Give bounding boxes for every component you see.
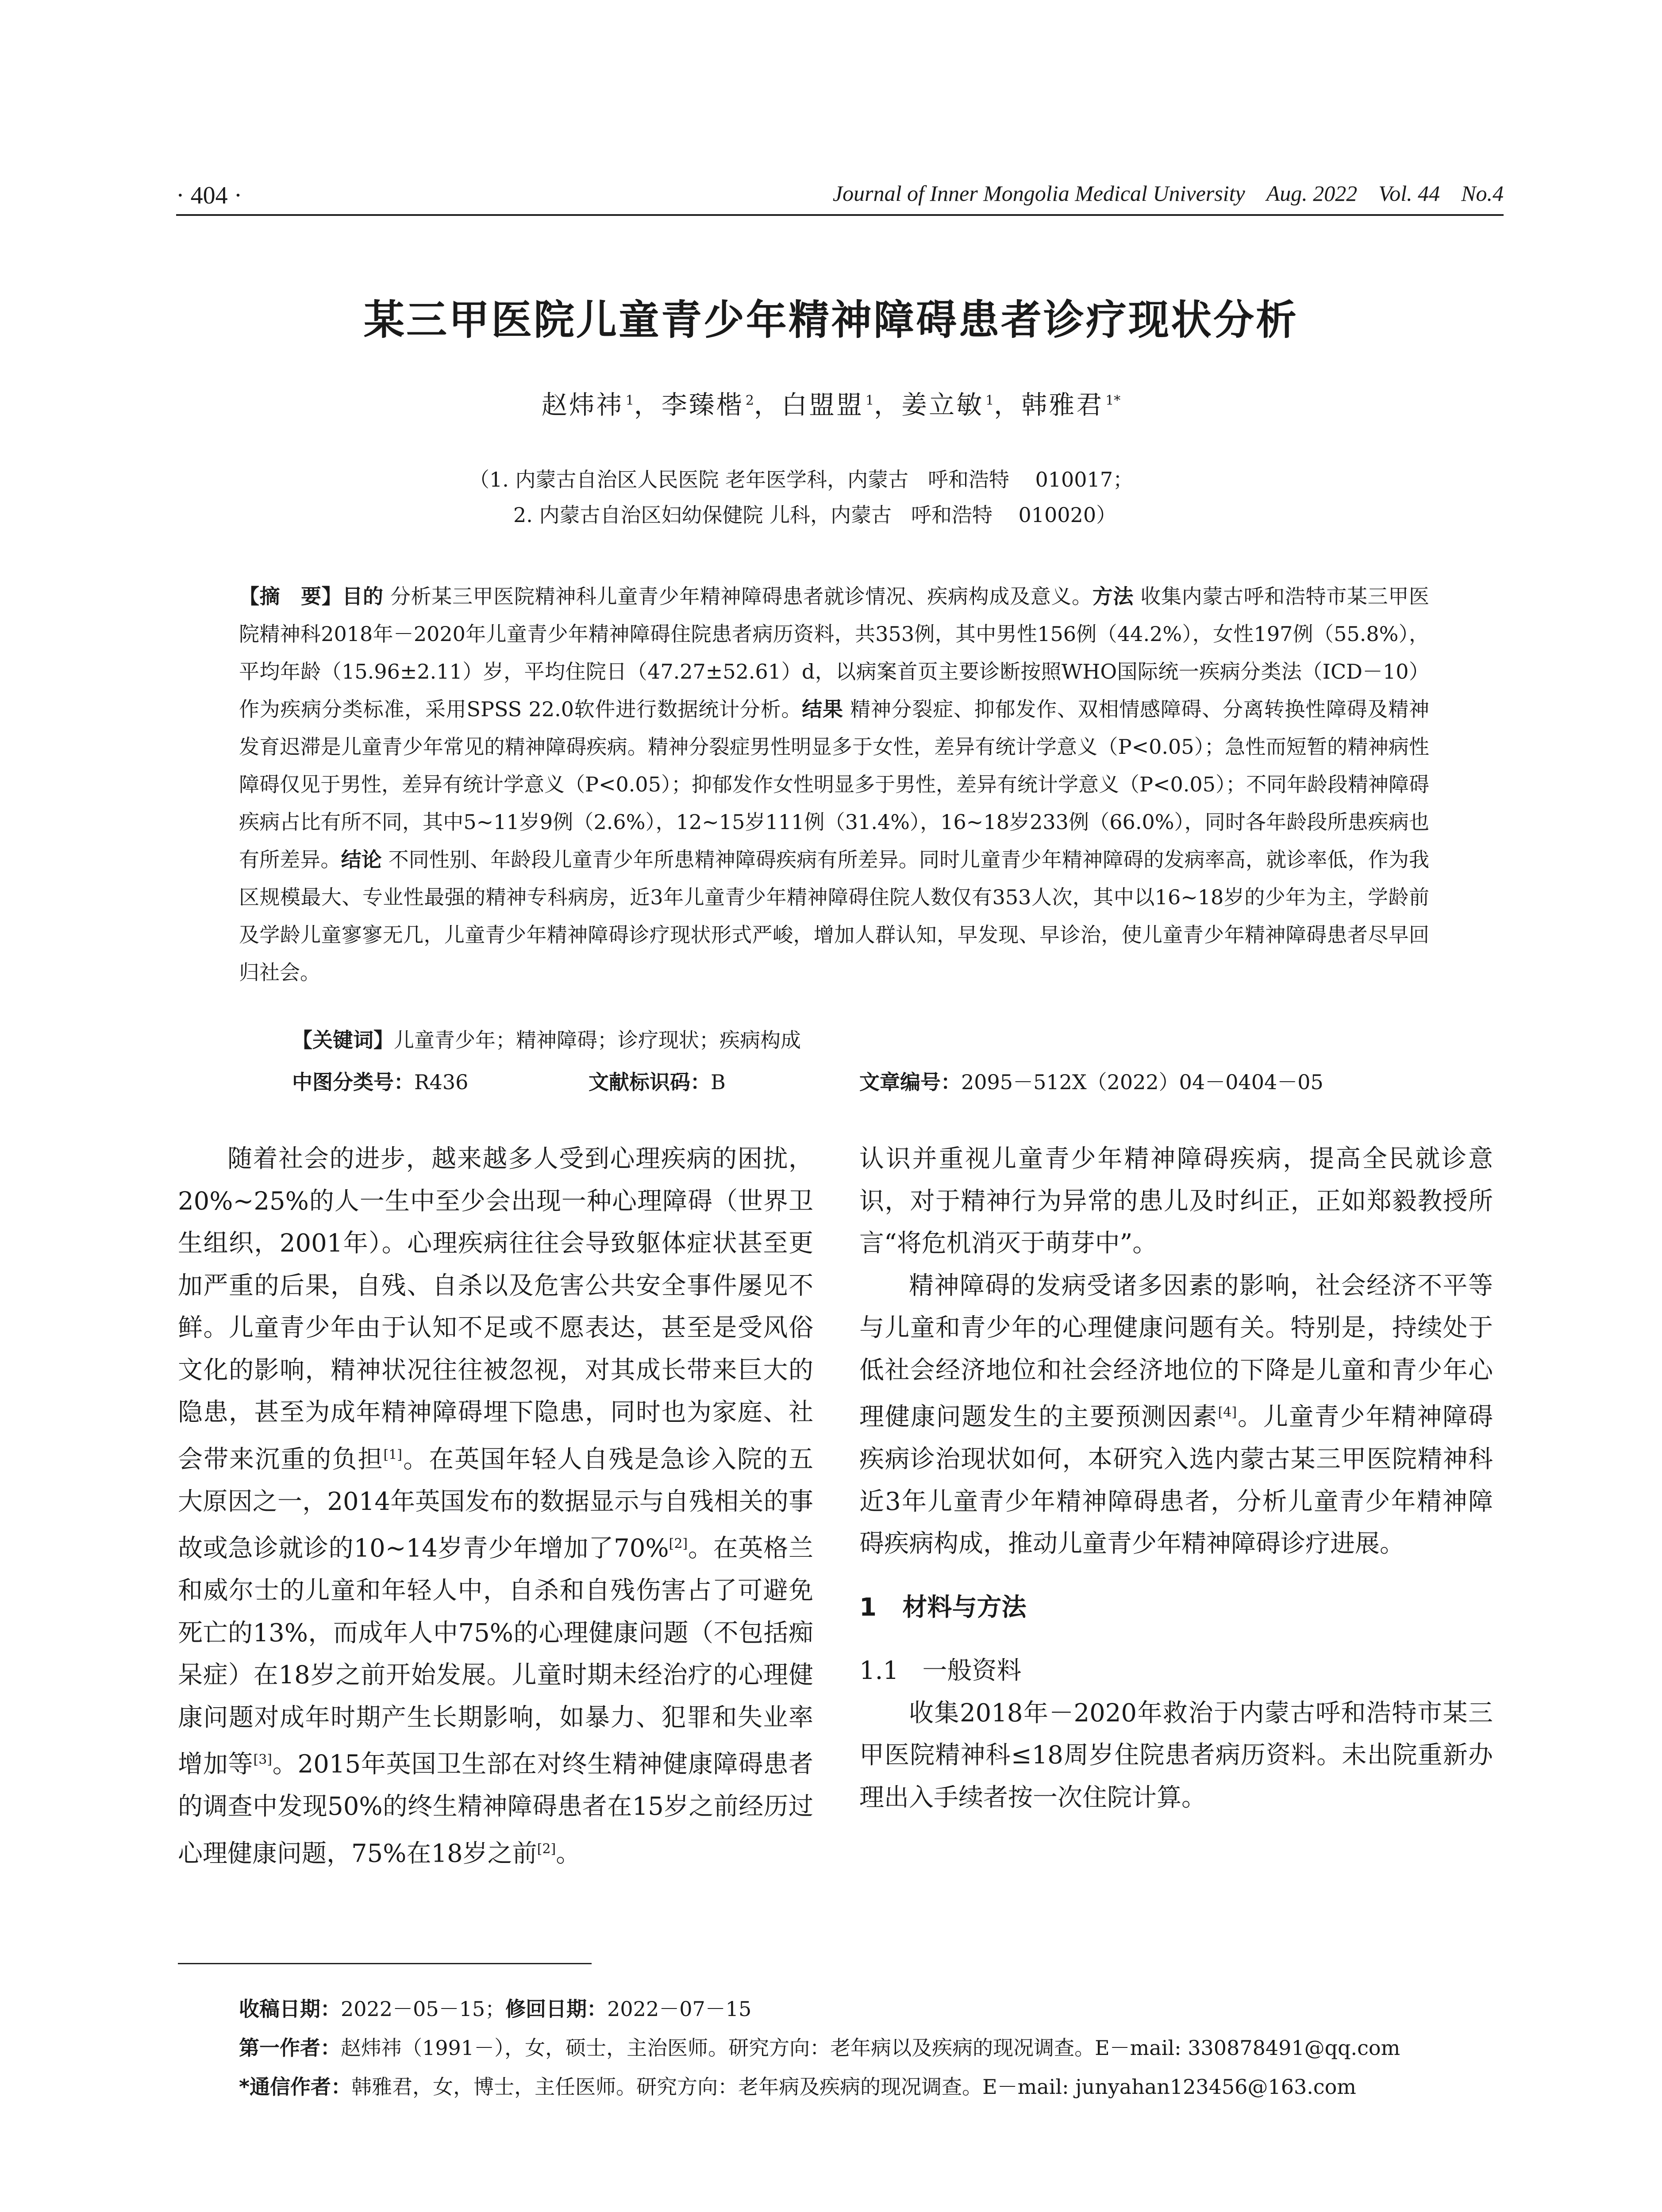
abstract-objective: 分析某三甲医院精神科儿童青少年精神障碍患者就诊情况、疾病构成及意义。 xyxy=(383,584,1093,608)
revised-label: 修回日期： xyxy=(505,1997,608,2021)
footnote-rule xyxy=(178,1963,592,1964)
article-title: 某三甲医院儿童青少年精神障碍患者诊疗现状分析 xyxy=(363,296,1298,344)
header-rule xyxy=(176,214,1504,216)
journal-volume: Vol. 44 xyxy=(1378,181,1440,206)
author-affil-mark: 2 xyxy=(745,392,754,408)
body-text: 。在英格兰和威尔士的儿童和年轻人中，自杀和自残伤害占了可避免死亡的13%，而成年人中75%的心理健康问题（不包括痴呆症）在18岁之前开始发展。儿童时期未经治疗的心理健康问题对成年时期产生长期影响，如暴力、犯罪和失业率增加等 xyxy=(178,1534,814,1779)
abstract-conclusion: 不同性别、年龄段儿童青少年所患精神障碍疾病有所差异。同时儿童青少年精神障碍的发病率高，就诊率低，作为我区规模最大、专业性最强的精神专科病房，近3年儿童青少年精神障碍住院人数仅有353人次，其中以16~18岁的少年为主，学龄前及学龄儿童寥寥无几，儿童青少年精神障碍诊疗现状形式严峻，增加人群认知，早发现、早诊治，使儿童青少年精神障碍患者尽早回归社会。 xyxy=(239,848,1430,984)
journal-issue: No.4 xyxy=(1461,181,1504,206)
clc-number xyxy=(292,1066,468,1095)
body-right-column xyxy=(859,1138,1493,1819)
body-text: 随着社会的进步，越来越多人受到心理疾病的困扰，20%~25%的人一生中至少会出现一种心理障碍（世界卫生组织，2001年）。心理疾病往往会导致躯体症状甚至更加严重的后果，自残、自杀以及危害公共安全事件屡见不鲜。儿童青少年由于认知不足或不愿表达，甚至是受风俗文化的影响，精神状况往往被忽视，对其成长带来巨大的隐患，甚至为成年精神障碍埋下隐患，同时也为家庭、社会带来沉重的负担 xyxy=(178,1144,813,1474)
corresponding-author-label: *通信作者： xyxy=(239,2075,352,2099)
received-label: 收稿日期： xyxy=(239,1997,341,2021)
citation-ref: [3] xyxy=(253,1752,272,1768)
abstract-methods: 收集内蒙古呼和浩特市某三甲医院精神科2018年－2020年儿童青少年精神障碍住院患者病历资料，共353例，其中男性156例（44.2%），女性197例（55.8%），平均年龄（15.96±2.11）岁，平均住院日（47.27±52.61）d，以病案首页主要诊断按照WHO国际统一疾病分类法（ICD－10）作为疾病分类标准，采用SPSS 22.0软件进行数据统计分析。 xyxy=(239,584,1430,721)
page-number: · 404 · xyxy=(176,182,242,209)
author-name: 白盟盟 xyxy=(781,390,864,420)
author-name: 赵炜祎 xyxy=(541,390,624,420)
body-text: 精神障碍的发病受诸多因素的影响，社会经济不平等与儿童和青少年的心理健康问题有关。特别是，持续处于低社会经济地位和社会经济地位的下降是儿童和青少年心理健康问题发生的主要预测因素 xyxy=(859,1271,1493,1432)
body-text: 。 xyxy=(556,1839,581,1868)
body-text: 。儿童青少年精神障碍疾病诊治现状如何，本研究入选内蒙古某三甲医院精神科近3年儿童青少年精神障碍患者，分析儿童青少年精神障碍疾病构成，推动儿童青少年精神障碍诊疗进展。 xyxy=(859,1402,1493,1559)
author-affil-mark: 1* xyxy=(1105,392,1121,408)
citation-ref: [2] xyxy=(669,1536,688,1552)
abstract-methods-label: 方法 xyxy=(1092,584,1134,608)
author-affil-mark: 1 xyxy=(625,392,634,408)
document-code-label: 文献标识码： xyxy=(589,1070,711,1094)
author-name: 姜立敏 xyxy=(901,390,984,420)
document-code xyxy=(589,1066,726,1095)
first-author-label: 第一作者： xyxy=(239,2036,341,2060)
abstract xyxy=(239,578,1429,991)
footnote-corresponding-author xyxy=(239,2071,1356,2100)
received-date: 2022－05－15； xyxy=(341,1997,506,2021)
corresponding-author-info: 韩雅君，女，博士，主任医师。研究方向：老年病及疾病的现况调查。E－mail: junyahan123456@163.com xyxy=(351,2075,1356,2099)
footnote-dates xyxy=(239,1993,751,2022)
author-name: 李臻楷 xyxy=(661,390,744,420)
subsection-heading: 1.1 一般资料 xyxy=(859,1656,1022,1686)
body-paragraph xyxy=(178,1138,813,1875)
author-affil-mark: 1 xyxy=(865,392,874,408)
author-name: 韩雅君 xyxy=(1021,390,1104,420)
body-left-column xyxy=(178,1138,813,1875)
affiliation-2: 2. 内蒙古自治区妇幼保健院 儿科，内蒙古 呼和浩特 010020） xyxy=(513,503,1117,527)
journal-date: Aug. 2022 xyxy=(1266,181,1358,206)
body-text: 。在英国年轻人自残是急诊入院的五大原因之一，2014年英国发布的数据显示与自残相关的事故或急诊就诊的10~14岁青少年增加了70% xyxy=(178,1445,813,1563)
article-number xyxy=(859,1066,1323,1095)
document-code-value: B xyxy=(711,1070,726,1094)
keywords xyxy=(292,1024,801,1053)
abstract-label: 【摘 要】 xyxy=(239,584,342,608)
article-number-label: 文章编号： xyxy=(859,1070,961,1094)
abstract-results-label: 结果 xyxy=(802,697,843,721)
keywords-label: 【关键词】 xyxy=(292,1028,394,1052)
revised-date: 2022－07－15 xyxy=(607,1997,752,2021)
keywords-text: 儿童青少年；精神障碍；诊疗现状；疾病构成 xyxy=(394,1028,801,1052)
journal-name: Journal of Inner Mongolia Medical University xyxy=(832,181,1245,206)
abstract-results: 精神分裂症、抑郁发作、双相情感障碍、分离转换性障碍及精神发育迟滞是儿童青少年常见的精神障碍疾病。精神分裂症男性明显多于女性，差异有统计学意义（P<0.05）；急性而短暂的精神病性障碍仅见于男性，差异有统计学意义（P<0.05）；抑郁发作女性明显多于男性，差异有统计学意义（P<0.05）；不同年龄段精神障碍疾病占比有所不同，其中5~11岁9例（2.6%），12~15岁111例（31.4%），16~18岁233例（66.0%），同时各年龄段所患疾病也有所差异。 xyxy=(239,697,1429,872)
section-heading: 1 材料与方法 xyxy=(859,1593,1027,1622)
article-number-value: 2095－512X（2022）04－0404－05 xyxy=(961,1070,1323,1094)
author-affil-mark: 1 xyxy=(985,392,994,408)
clc-value: R436 xyxy=(414,1070,469,1094)
citation-ref: [1] xyxy=(383,1447,402,1463)
body-text: 。2015年英国卫生部在对终生精神健康障碍患者的调查中发现50%的终生精神障碍患者在15岁之前经历过心理健康问题，75%在18岁之前 xyxy=(178,1750,814,1868)
body-paragraph: 收集2018年－2020年救治于内蒙古呼和浩特市某三甲医院精神科≤18周岁住院患者病历资料。未出院重新办理出入手续者按一次住院计算。 xyxy=(859,1698,1493,1812)
footnote-first-author xyxy=(239,2032,1400,2061)
body-paragraph xyxy=(859,1265,1493,1565)
abstract-objective-label: 目的 xyxy=(342,584,384,608)
citation-ref: [2] xyxy=(537,1841,556,1857)
journal-header xyxy=(833,180,1504,206)
first-author-info: 赵炜祎（1991－），女，硕士，主治医师。研究方向：老年病以及疾病的现况调查。E－mail: 330878491@qq.com xyxy=(341,2036,1400,2060)
abstract-conclusion-label: 结论 xyxy=(341,848,382,872)
citation-ref: [4] xyxy=(1218,1405,1237,1420)
author-list: 赵炜祎 $^1$，李臻楷 $^2$，白盟盟 $^1$，姜立敏 $^1$，韩雅君 $^{1*}$ xyxy=(541,390,1121,420)
affiliation-1: （1. 内蒙古自治区人民医院 老年医学科，内蒙古 呼和浩特 010017； xyxy=(469,468,1134,492)
clc-label: 中图分类号： xyxy=(292,1070,414,1094)
body-paragraph: 认识并重视儿童青少年精神障碍疾病，提高全民就诊意识，对于精神行为异常的患儿及时纠正，正如郑毅教授所言“将危机消灭于萌芽中”。 xyxy=(859,1144,1493,1258)
